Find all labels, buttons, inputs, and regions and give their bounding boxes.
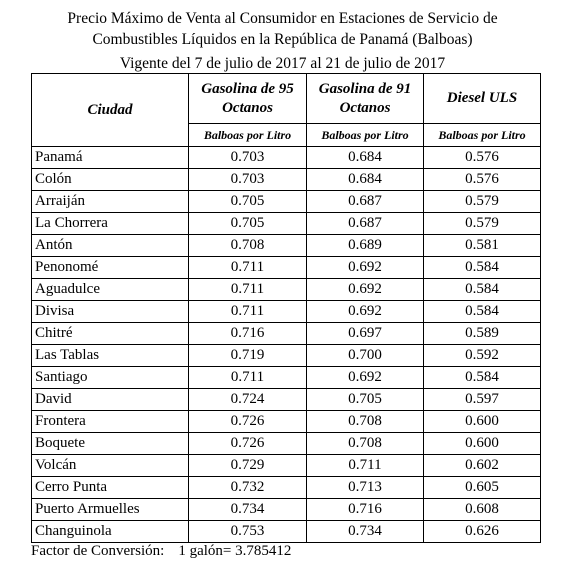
table-row (32, 521, 541, 543)
document-title (0, 8, 565, 50)
table-row (32, 147, 541, 169)
price-cell: 0.579 (424, 213, 541, 235)
price-cell: 0.711 (189, 257, 307, 279)
table-row (32, 389, 541, 411)
price-cell: 0.684 (307, 169, 424, 191)
price-cell: 0.703 (189, 169, 307, 191)
price-cell: 0.726 (189, 433, 307, 455)
price-cell: 0.729 (189, 455, 307, 477)
price-cell: 0.608 (424, 499, 541, 521)
price-cell: 0.684 (307, 147, 424, 169)
price-cell: 0.692 (307, 257, 424, 279)
price-cell: 0.708 (307, 411, 424, 433)
city-cell: Aguadulce (32, 279, 189, 301)
city-cell: Volcán (32, 455, 189, 477)
price-cell: 0.602 (424, 455, 541, 477)
header-ciudad: Ciudad (32, 74, 189, 147)
price-cell: 0.700 (307, 345, 424, 367)
price-cell: 0.589 (424, 323, 541, 345)
table-row (32, 477, 541, 499)
city-cell: Las Tablas (32, 345, 189, 367)
price-cell: 0.687 (307, 213, 424, 235)
price-cell: 0.719 (189, 345, 307, 367)
price-cell: 0.581 (424, 235, 541, 257)
price-cell: 0.711 (189, 279, 307, 301)
price-cell: 0.734 (189, 499, 307, 521)
price-cell: 0.597 (424, 389, 541, 411)
title-line-1: Precio Máximo de Venta al Consumidor en Estaciones de Servicio de (67, 10, 498, 27)
price-cell: 0.705 (307, 389, 424, 411)
city-cell: Colón (32, 169, 189, 191)
city-cell: Penonomé (32, 257, 189, 279)
price-cell: 0.605 (424, 477, 541, 499)
price-cell: 0.584 (424, 279, 541, 301)
price-cell: 0.692 (307, 301, 424, 323)
city-cell: Puerto Armuelles (32, 499, 189, 521)
price-cell: 0.708 (189, 235, 307, 257)
price-cell: 0.705 (189, 213, 307, 235)
table-row (32, 301, 541, 323)
table-row (32, 235, 541, 257)
header-diesel-uls: Diesel ULS (424, 74, 541, 124)
price-cell: 0.726 (189, 411, 307, 433)
city-cell: Cerro Punta (32, 477, 189, 499)
price-cell: 0.705 (189, 191, 307, 213)
price-cell: 0.584 (424, 257, 541, 279)
price-cell: 0.697 (307, 323, 424, 345)
header-gasolina-91: Gasolina de 91 Octanos (307, 74, 424, 124)
table-body (32, 147, 541, 543)
price-cell: 0.711 (307, 455, 424, 477)
price-cell: 0.692 (307, 367, 424, 389)
price-cell: 0.626 (424, 521, 541, 543)
price-cell: 0.584 (424, 301, 541, 323)
table-row (32, 323, 541, 345)
price-cell: 0.713 (307, 477, 424, 499)
price-cell: 0.711 (189, 367, 307, 389)
price-cell: 0.716 (307, 499, 424, 521)
conversion-factor (31, 542, 291, 560)
price-cell: 0.724 (189, 389, 307, 411)
title-line-2: Combustibles Líquidos en la República de Panamá (Balboas) (92, 31, 473, 48)
price-cell: 0.592 (424, 345, 541, 367)
city-cell: Divisa (32, 301, 189, 323)
price-cell: 0.579 (424, 191, 541, 213)
table-row (32, 279, 541, 301)
city-cell: David (32, 389, 189, 411)
price-cell: 0.708 (307, 433, 424, 455)
city-cell: Boquete (32, 433, 189, 455)
city-cell: Changuinola (32, 521, 189, 543)
table-row (32, 257, 541, 279)
table-row (32, 169, 541, 191)
table-row (32, 213, 541, 235)
city-cell: Chitré (32, 323, 189, 345)
price-cell: 0.687 (307, 191, 424, 213)
price-cell: 0.753 (189, 521, 307, 543)
table-row (32, 433, 541, 455)
conversion-label: Factor de Conversión: (31, 543, 165, 559)
table-row (32, 455, 541, 477)
price-cell: 0.692 (307, 279, 424, 301)
price-cell: 0.703 (189, 147, 307, 169)
table-row (32, 367, 541, 389)
price-cell: 0.584 (424, 367, 541, 389)
unit-label: Balboas por Litro (189, 124, 307, 147)
table-row (32, 499, 541, 521)
table-row (32, 345, 541, 367)
unit-label: Balboas por Litro (307, 124, 424, 147)
city-cell: Frontera (32, 411, 189, 433)
city-cell: Arraiján (32, 191, 189, 213)
price-cell: 0.600 (424, 433, 541, 455)
price-cell: 0.576 (424, 169, 541, 191)
unit-label: Balboas por Litro (424, 124, 541, 147)
fuel-price-table (31, 73, 541, 543)
city-cell: La Chorrera (32, 213, 189, 235)
city-cell: Antón (32, 235, 189, 257)
price-cell: 0.732 (189, 477, 307, 499)
price-cell: 0.689 (307, 235, 424, 257)
header-row (32, 74, 541, 124)
table-row (32, 411, 541, 433)
price-cell: 0.711 (189, 301, 307, 323)
conversion-value: 1 galón= 3.785412 (178, 543, 292, 559)
price-cell: 0.716 (189, 323, 307, 345)
price-cell: 0.734 (307, 521, 424, 543)
city-cell: Santiago (32, 367, 189, 389)
header-gasolina-95: Gasolina de 95 Octanos (189, 74, 307, 124)
city-cell: Panamá (32, 147, 189, 169)
price-cell: 0.600 (424, 411, 541, 433)
price-cell: 0.576 (424, 147, 541, 169)
table-row (32, 191, 541, 213)
validity-period: Vigente del 7 de julio de 2017 al 21 de julio de 2017 (119, 55, 446, 72)
